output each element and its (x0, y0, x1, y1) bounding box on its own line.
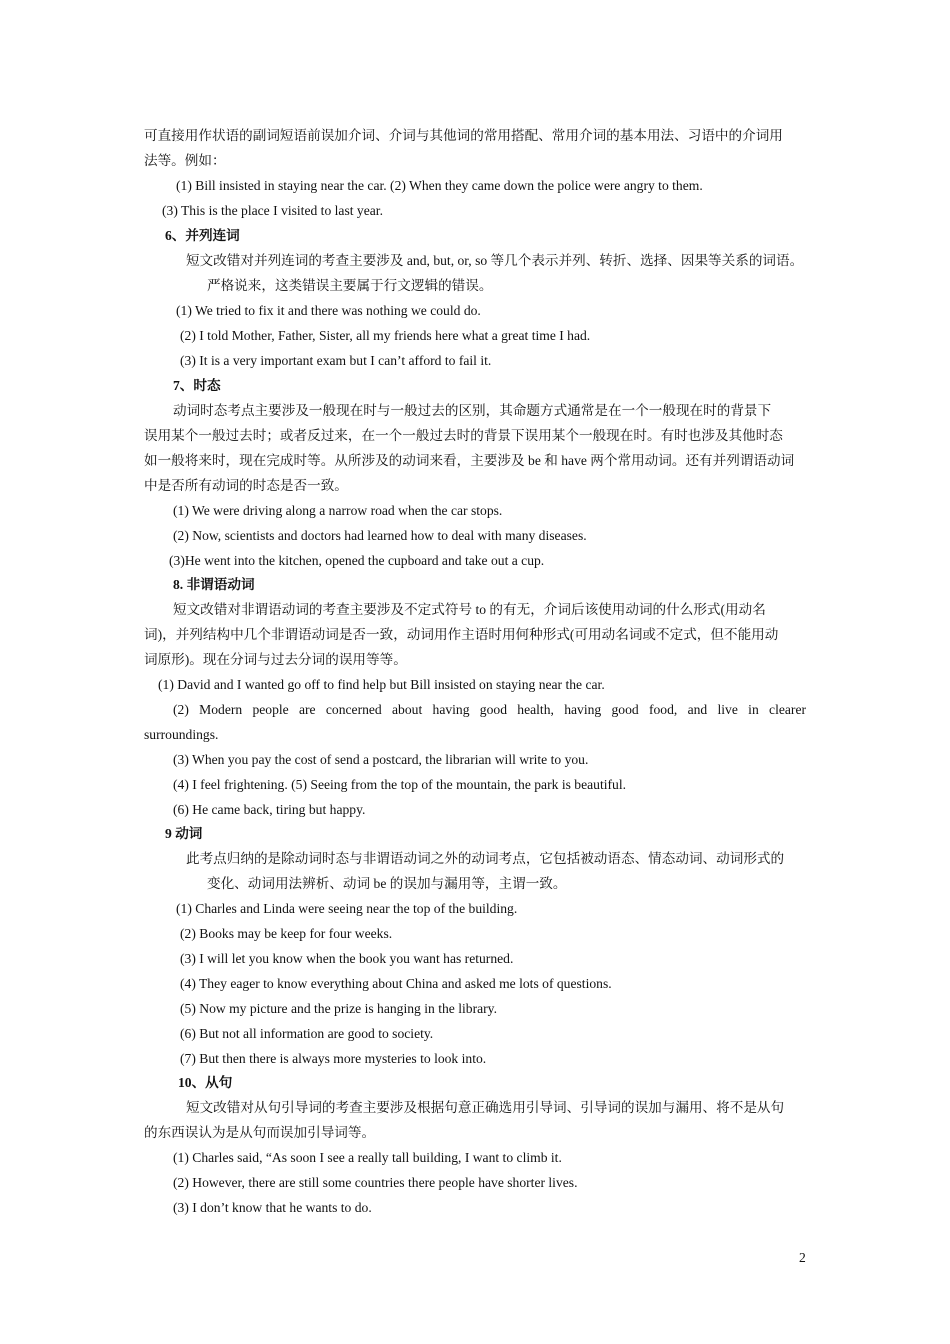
section-9-example: (4) They eager to know everything about China and asked me lots of questions. (180, 976, 612, 991)
section-9-example: (3) I will let you know when the book you want has returned. (180, 951, 514, 966)
section-9-example: (6) But not all information are good to society. (180, 1026, 434, 1041)
section-9-example: (1) Charles and Linda were seeing near the top of the building. (176, 901, 518, 916)
section-8-example: (3) When you pay the cost of send a postcard, the librarian will write to you. (173, 752, 589, 767)
section-8-example: (4) I feel frightening. (5) Seeing from the top of the mountain, the park is beautiful. (173, 777, 626, 792)
section-8-desc: 词)，并列结构中几个非谓语动词是否一致，动词用作主语时用何种形式(可用动名词或不定式，但不能用动 (144, 627, 779, 642)
section-6-desc-2: 严格说来，这类错误主要属于行文逻辑的错误。 (207, 278, 493, 293)
section-7-desc: 如一般将来时，现在完成时等。从所涉及的动词来看，主要涉及 be 和 have 两个常用动词。还有并列谓语动词 (144, 453, 795, 468)
section-9-desc-1: 此考点归纳的是除动词时态与非谓语动词之外的动词考点，它包括被动语态、情态动词、动词形式的 (186, 851, 785, 866)
section-7-desc: 中是否所有动词的时态是否一致。 (144, 478, 348, 493)
intro-example-1: (1) Bill insisted in staying near the car. (2) When they came down the police were angry to them. (176, 178, 703, 193)
section-10-desc-1: 短文改错对从句引导词的考查主要涉及根据句意正确选用引导词、引导词的误加与漏用、将不是从句 (186, 1100, 785, 1115)
page-number: 2 (799, 1250, 806, 1265)
section-7-desc: 误用某个一般过去时；或者反过来，在一个一般过去时的背景下误用某个一般现在时。有时也涉及其他时态 (144, 428, 783, 443)
section-7-example: (1) We were driving along a narrow road when the car stops. (173, 503, 503, 518)
section-10-example: (2) However, there are still some countries there people have shorter lives. (173, 1175, 578, 1190)
intro-example-2: (3) This is the place I visited to last year. (162, 203, 383, 218)
intro-line-1: 可直接用作状语的副词短语前误加介词、介词与其他词的常用搭配、常用介词的基本用法、习语中的介词用 (144, 128, 783, 143)
section-6-desc-1: 短文改错对并列连词的考查主要涉及 and, but, or, so 等几个表示并列、转折、选择、因果等关系的词语。 (186, 253, 804, 268)
section-9-heading: 9 动词 (165, 826, 203, 841)
section-8-example: (1) David and I wanted go off to find help but Bill insisted on staying near the car. (158, 677, 605, 692)
section-7-example: (3)He went into the kitchen, opened the cupboard and take out a cup. (169, 553, 545, 568)
section-9-example: (7) But then there is always more mysteries to look into. (180, 1051, 487, 1066)
section-6-heading: 6、并列连词 (165, 228, 240, 243)
section-8-desc: 词原形)。现在分词与过去分词的误用等等。 (144, 652, 407, 667)
intro-line-2: 法等。例如： (144, 153, 226, 168)
section-10-desc-2: 的东西误认为是从句而误加引导词等。 (144, 1125, 376, 1140)
section-8-heading: 8. 非谓语动词 (173, 577, 255, 592)
section-10-example: (3) I don’t know that he wants to do. (173, 1200, 372, 1215)
section-10-heading: 10、从句 (178, 1075, 233, 1090)
section-6-example: (3) It is a very important exam but I can’t afford to fail it. (180, 353, 492, 368)
section-9-example: (2) Books may be keep for four weeks. (180, 926, 393, 941)
section-8-example: (2) Modern people are concerned about having good health, having good food, and live in clearer (173, 702, 806, 717)
section-7-desc: 动词时态考点主要涉及一般现在时与一般过去的区别，其命题方式通常是在一个一般现在时的背景下 (173, 403, 772, 418)
section-8-desc: 短文改错对非谓语动词的考查主要涉及不定式符号 to 的有无，介词后该使用动词的什么形式(用动名 (173, 602, 766, 617)
section-9-example: (5) Now my picture and the prize is hanging in the library. (180, 1001, 497, 1016)
section-9-desc-2: 变化、动词用法辨析、动词 be 的误加与漏用等，主谓一致。 (207, 876, 567, 891)
section-7-example: (2) Now, scientists and doctors had learned how to deal with many diseases. (173, 528, 587, 543)
section-7-heading: 7、时态 (173, 378, 221, 393)
section-8-example: (6) He came back, tiring but happy. (173, 802, 366, 817)
section-6-example: (2) I told Mother, Father, Sister, all my friends here what a great time I had. (180, 328, 591, 343)
section-10-example: (1) Charles said, “As soon I see a really tall building, I want to climb it. (173, 1150, 562, 1165)
section-6-example: (1) We tried to fix it and there was nothing we could do. (176, 303, 481, 318)
section-8-example-cont: surroundings. (144, 727, 219, 742)
